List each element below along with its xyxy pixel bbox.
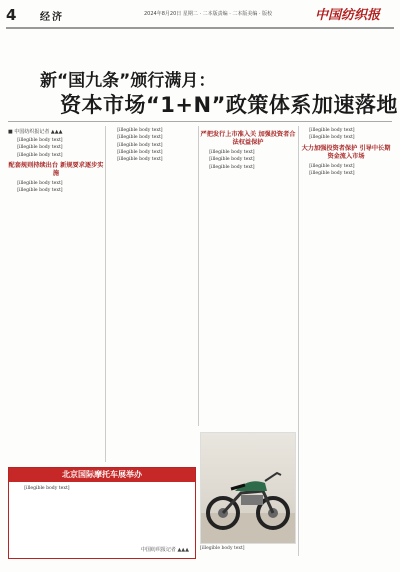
paragraph: [illegible body text] [209,164,255,170]
page-header [6,4,394,24]
paragraph: [illegible body text] [17,145,63,151]
article-column-4 [300,128,392,178]
news-box-credit: 中国纺织报记者 ▲▲▲ [140,547,189,553]
column-divider [298,126,299,556]
paragraph: [illegible body text] [309,170,355,176]
paragraph: [illegible body text] [309,163,355,169]
date-line: 2024年8月20日 星期二 · 二本版责编 · 二本版美编 · 版校 [144,11,273,17]
section-title: 经济 [40,12,64,23]
paragraph: [illegible body text] [117,157,163,163]
article-column-3 [200,128,296,172]
motorcycle-illustration-icon [201,433,296,544]
article-column-1 [8,128,104,195]
header-rule [6,27,394,29]
paragraph: [illegible body text] [17,180,63,186]
column-divider [105,126,106,462]
masthead-logo: 中国纺织报 [314,8,380,23]
paragraph: [illegible body text] [117,135,163,141]
paragraph: [illegible body text] [17,138,63,143]
subheading: 严把发行上市准入关 加强投资者合法权益保护 [200,131,296,146]
byline: ■ 中国纺织报记者 ▲▲▲ [8,129,63,135]
paragraph: [illegible body text] [17,188,63,194]
news-box-text: [illegible body text] [24,486,70,491]
paragraph: [illegible body text] [209,150,255,155]
article-subtitle: 新“国九条”颁行满月： [40,71,216,91]
paragraph: [illegible body text] [117,149,163,155]
page-number: 4 [6,6,17,24]
subheading: 配套规则持续出台 新规要求逐步实施 [8,161,104,177]
paragraph: [illegible body text] [17,152,63,158]
article-column-2 [108,128,196,164]
column-divider [198,126,199,426]
paragraph: [illegible body text] [117,128,163,133]
title-rule [8,121,392,122]
motor-show-news-box [8,467,196,559]
news-box-title: 北京国际摩托车展举办 [9,468,195,482]
paragraph: [illegible body text] [117,142,163,148]
article-headline: 资本市场“1+N”政策体系加速落地 [60,93,398,117]
subheading: 大力加强投资者保护 引导中长期资金流入市场 [301,144,391,160]
photo-caption: [illegible body text] [200,546,245,551]
paragraph: [illegible body text] [209,157,255,163]
paragraph: [illegible body text] [309,128,355,133]
motorcycle-photo [200,432,296,544]
paragraph: [illegible body text] [309,135,355,141]
